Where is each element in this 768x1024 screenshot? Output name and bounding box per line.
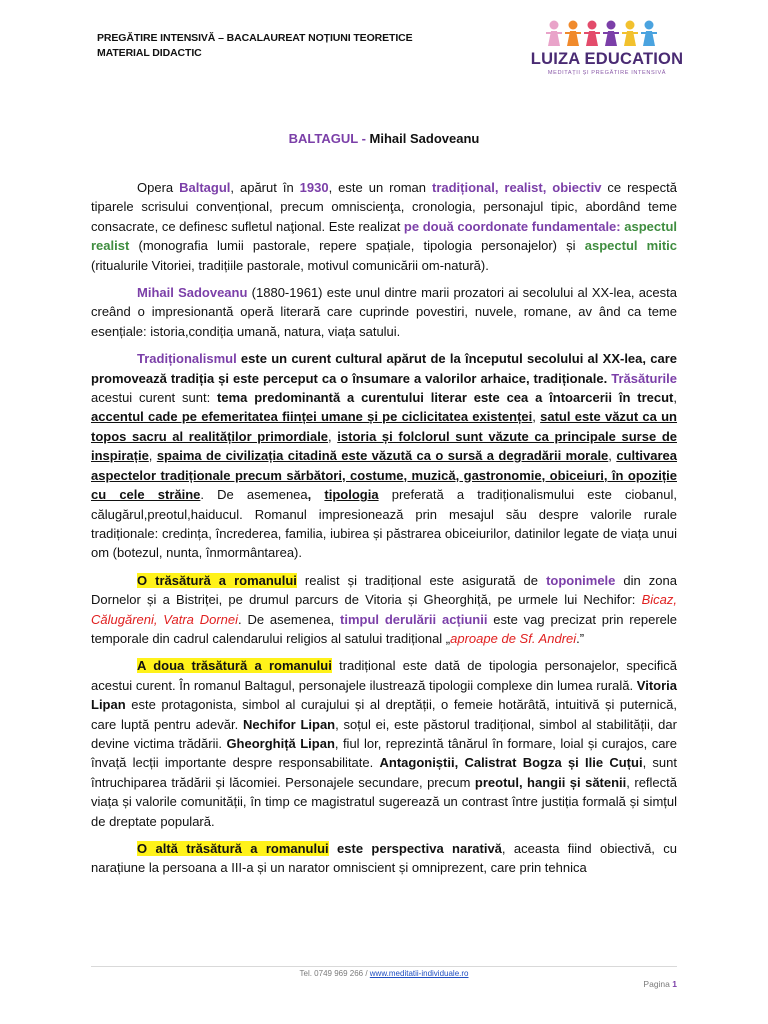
highlight-second-trait: A doua trăsătură a romanului <box>137 658 332 674</box>
logo-name: LUIZA EDUCATION <box>530 50 684 68</box>
text-run: . De asemenea, <box>238 611 341 627</box>
footer-divider <box>91 966 677 967</box>
mythic-aspect: aspectul mitic <box>584 238 678 254</box>
place-names: Bicaz, Călugăreni, Vatra Dornei <box>91 592 677 627</box>
page-label: Pagina <box>643 979 673 989</box>
text-run: (1880-1961) este unul dintre marii prozatori ai secolului al XX-lea, acesta creând o impresionantă operă literară care cuprinde povestiri, nuvele, romane, av ând ca teme esențiale: istoria,condiția umană, natura, viața satului. <box>91 285 677 339</box>
paragraph-intro <box>91 178 677 275</box>
text-run: , <box>532 409 541 425</box>
genre-keywords: tradițional, realist, obiectiv <box>431 180 602 195</box>
page-number-value: 1 <box>672 979 677 989</box>
highlight-third-trait: O altă trăsătură a romanului <box>137 841 329 856</box>
character-vitoria: Vitoria Lipan <box>91 677 677 713</box>
traits-keyword: Trăsăturile <box>611 370 677 386</box>
text-run: tradițional este dată de tipologia personajelor, specifică acestui curent. În romanul Baltagul, personajele ilustrează tipologii complexe din lumea rurală. <box>91 658 677 693</box>
page-title <box>0 131 768 146</box>
paragraph-first-trait <box>91 571 677 649</box>
child-figure-icon <box>565 21 581 47</box>
footer-phone: Tel. 0749 969 266 / <box>299 969 370 978</box>
text-run: este protagonista, simbol al curajului și al dreptății, o femeie hotărâtă, intuitivă și puternică, care luptă pentru adevăr. <box>91 697 677 732</box>
trait-history-folklore: istoria și folclorul sunt văzute ca principale surse de inspirație <box>91 428 677 464</box>
trait-urban-fear: spaima de civilizația citadină este văzută ca o sursă a degradării morale <box>156 448 609 464</box>
highlight-first-trait: O trăsătură a romanului <box>137 572 297 588</box>
page-number <box>643 979 677 989</box>
trait-ephemerality: accentul cade pe efemeritatea ființei umane și pe ciclicitatea existenței <box>91 409 533 425</box>
logo-tagline: MEDITAȚII ȘI PREGĂTIRE INTENSIVĂ <box>547 70 667 76</box>
text-run: , <box>148 448 157 464</box>
text-run: este un curent cultural apărut de la începutul secolului al XX-lea, care promovează tradiția și este perceput ca o însumare a valorilor arhaice, tradiționale. <box>91 351 677 386</box>
text-run: . De asemenea <box>200 487 308 503</box>
paragraph-author <box>91 283 677 341</box>
text-run: preferată a tradiționalismului este ciobanul, călugărul,preotul,haiducul. Romanul impresionează prin mesajul său despre valorile rurale tradiționale: credința, încrederea, familia, iubirea și păstrarea obiceiurilor, datinilor legate de viața unui om (botezul, nunta, înmormântarea). <box>91 487 677 561</box>
text-run: ce respectă tiparele scrisului convențional, precum omniscienţa, cronologia, personajul tipic, abordând teme consacrate, ce definesc sufletul naţional. Este realizat <box>91 180 677 234</box>
narrative-perspective: este perspectiva narativă <box>337 841 502 856</box>
text-run: , aceasta fiind obiectivă, cu narațiune la persoana a III-a și un narator omniscient și omniprezent, care prin tehnica <box>91 841 678 876</box>
coordinates-keyword: pe două coordonate fundamentale: <box>403 218 621 234</box>
text-run: , apărut în <box>230 180 300 195</box>
text-run: , soțul ei, este păstorul tradițional, simbol al stabilității, dar devine victima trădării. <box>91 716 677 751</box>
text-run: , sunt întruchiparea trădării și lăcomiei. Personajele secundare, precum <box>91 755 677 790</box>
trait-traditional-aspects: cultivarea aspectelor tradiționale precum sărbători, costume, muzică, gastronomie, obiceiuri, în opoziție cu cele străine <box>91 448 678 503</box>
text-run: , <box>307 487 325 503</box>
text-run: realist și tradițional este asigurată de <box>296 572 547 588</box>
realist-aspect: aspectul realist <box>91 218 677 254</box>
characters-secondary: preotul, hangii și sătenii <box>474 774 627 790</box>
footer-contact <box>0 969 768 978</box>
header-line-2: MATERIAL DIDACTIC <box>97 47 202 59</box>
child-figure-icon <box>622 21 638 47</box>
header-title <box>97 31 413 61</box>
paragraph-traditionalism <box>91 349 677 562</box>
text-run: acestui curent sunt: <box>91 390 218 406</box>
text-run: (monografia lumii pastorale, repere spațiale, tipologia personajelor) și <box>129 238 585 254</box>
title-author: Mihail Sadoveanu <box>369 131 480 146</box>
action-time-keyword: timpul derulării acțiunii <box>340 611 488 627</box>
paragraph-third-trait <box>91 839 677 878</box>
text-run <box>329 841 337 856</box>
trait-return-past: tema predominantă a curentului literar este cea a întoarcerii în trecut <box>217 390 674 406</box>
text-run: este vag precizat prin reperele temporale din cadrul calendarului religios al satului tradițional „ <box>91 611 677 646</box>
traditionalism-keyword: Tradiționalismul <box>137 351 237 367</box>
text-run: din zona Dornelor și a Bistriței, pe drumul parcurs de Vitoria și Gheorghiță, pe urmele lui Nechifor: <box>91 572 678 608</box>
children-figures-icon <box>542 16 672 50</box>
title-work: BALTAGUL - <box>288 131 370 146</box>
child-figure-icon <box>584 21 600 47</box>
text-run: , <box>328 428 338 444</box>
author-name: Mihail Sadoveanu <box>137 285 248 301</box>
child-figure-icon <box>546 21 562 47</box>
footer-website-link[interactable]: www.meditatii-individuale.ro <box>369 969 469 978</box>
child-figure-icon <box>603 21 619 47</box>
paragraph-second-trait <box>91 656 677 831</box>
typology-keyword: tipologia <box>324 487 379 503</box>
text-run: , <box>608 448 617 464</box>
year: 1930 <box>299 180 329 195</box>
document-body <box>91 178 677 886</box>
toponyms-keyword: toponimele <box>546 572 616 588</box>
character-gheorghita: Gheorghiță Lipan <box>226 735 335 751</box>
header-line-1: PREGĂTIRE INTENSIVĂ – BACALAUREAT NOȚIUNI TEORETICE <box>97 32 413 44</box>
text-run: , este un roman <box>328 180 432 195</box>
trait-sacred-village: satul este văzut ca un topos sacru al realităților primordiale <box>91 409 678 444</box>
luiza-education-logo <box>528 16 686 102</box>
work-name: Baltagul <box>179 180 231 195</box>
text-run: Opera <box>137 180 180 195</box>
text-run: , <box>673 390 677 406</box>
text-run: , reflectă viața și valorile comunității, în timp ce magistratul sugerează un contrast între justiția formală și simțul de dreptate populară. <box>91 774 677 829</box>
child-figure-icon <box>641 21 657 47</box>
text-run: .” <box>576 630 585 646</box>
character-nechifor: Nechifor Lipan <box>242 716 336 732</box>
quote-saint-andrew: aproape de Sf. Andrei <box>450 630 577 646</box>
characters-antagonists: Antagoniștii, Calistrat Bogza și Ilie Cuțui <box>379 755 643 771</box>
text-run: , fiul lor, reprezintă tânărul în formare, loial și curajos, care învață lecții importante despre responsabilitate. <box>91 735 677 771</box>
text-run: (ritualurile Vitoriei, tradițiile pastorale, motivul comunicării om-natură). <box>91 257 489 273</box>
